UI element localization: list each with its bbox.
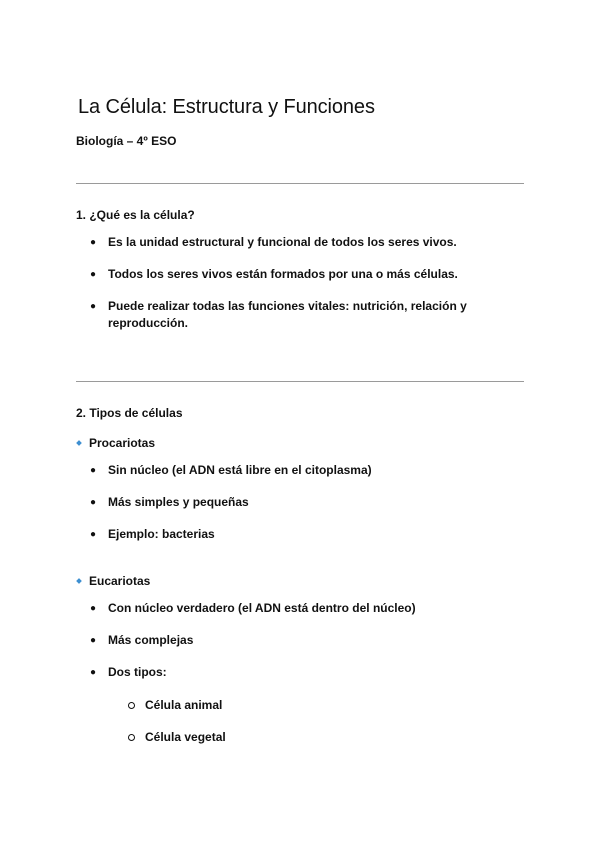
bullet-icon: ●	[90, 237, 97, 248]
bullet-icon: ●	[90, 465, 97, 476]
list-item-text: Más simples y pequeñas	[108, 495, 249, 509]
subheading-label: Procariotas	[89, 436, 156, 450]
diamond-bullet-icon	[76, 578, 82, 584]
sub-list-item	[128, 698, 222, 712]
sub-list-item-text: Célula vegetal	[145, 730, 226, 744]
divider	[76, 381, 524, 382]
list-item-text: Más complejas	[108, 633, 194, 647]
bullet-icon: ●	[90, 603, 97, 614]
list-item-text: Puede realizar todas las funciones vitales: nutrición, relación y reproducción.	[108, 299, 467, 330]
page-subtitle: Biología – 4º ESO	[76, 134, 177, 148]
list-item	[90, 600, 510, 617]
list-item-text: Sin núcleo (el ADN está libre en el citoplasma)	[108, 463, 372, 477]
list-item	[90, 462, 510, 479]
list-item	[90, 234, 510, 251]
list-item	[90, 298, 490, 332]
subheading-label: Eucariotas	[89, 574, 151, 588]
list-item-text: Con núcleo verdadero (el ADN está dentro del núcleo)	[108, 601, 416, 615]
circle-bullet-icon	[128, 702, 135, 709]
list-item-text: Dos tipos:	[108, 665, 167, 679]
bullet-icon: ●	[90, 667, 97, 678]
list-item	[90, 494, 510, 511]
list-item	[90, 526, 510, 543]
bullet-icon: ●	[90, 635, 97, 646]
bullet-icon: ●	[90, 497, 97, 508]
divider	[76, 183, 524, 184]
sub-list-item-text: Célula animal	[145, 698, 223, 712]
list-item	[90, 664, 510, 681]
list-item-text: Todos los seres vivos están formados por una o más células.	[108, 267, 458, 281]
list-item	[90, 266, 510, 283]
bullet-icon: ●	[90, 301, 97, 312]
subheading-eucariotas	[76, 574, 150, 588]
bullet-icon: ●	[90, 269, 97, 280]
bullet-icon: ●	[90, 529, 97, 540]
subheading-procariotas	[76, 436, 155, 450]
sub-list-item	[128, 730, 226, 744]
diamond-bullet-icon	[76, 440, 82, 446]
section-heading-2: 2. Tipos de células	[76, 406, 183, 420]
list-item-text: Ejemplo: bacterias	[108, 527, 215, 541]
circle-bullet-icon	[128, 734, 135, 741]
page-title: La Célula: Estructura y Funciones	[78, 96, 375, 118]
list-item-text: Es la unidad estructural y funcional de todos los seres vivos.	[108, 235, 457, 249]
list-item	[90, 632, 510, 649]
section-heading-1: 1. ¿Qué es la célula?	[76, 208, 195, 222]
